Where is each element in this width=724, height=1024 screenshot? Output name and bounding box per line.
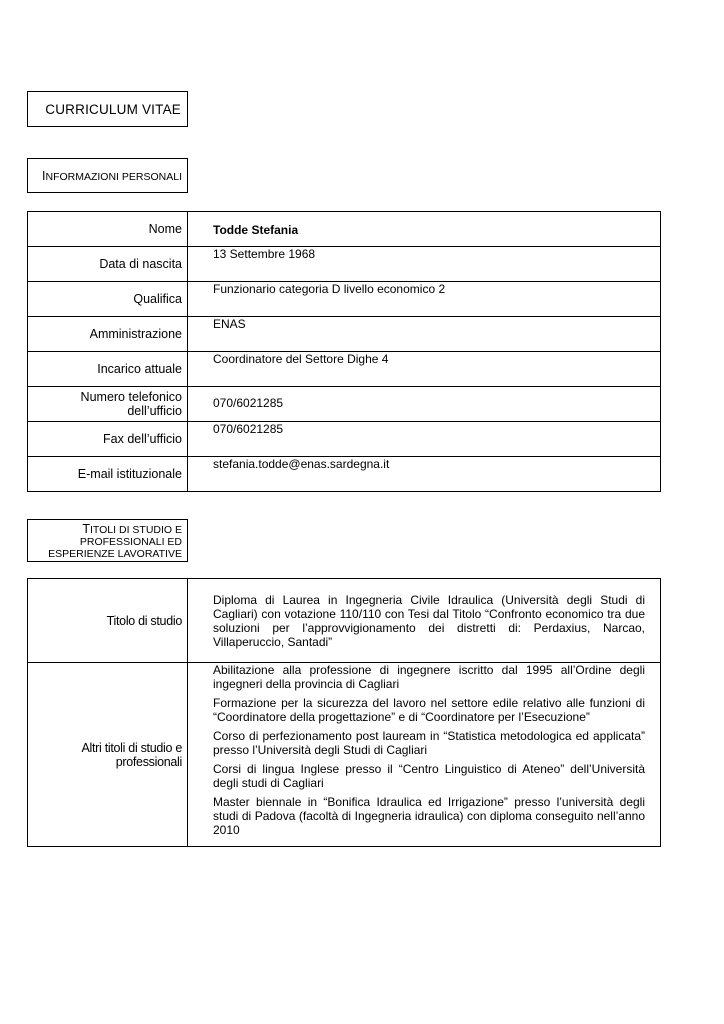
table-row (28, 247, 661, 282)
section-heading-studies-line2: PROFESSIONALI ED (79, 536, 182, 548)
field-value-altri-titoli (188, 663, 661, 847)
field-value-email: stefania.todde@enas.sardegna.it (188, 457, 661, 492)
studies-table (27, 578, 661, 847)
section-heading-studies-line1-rest: ITOLI DI STUDIO E (90, 524, 182, 536)
section-heading-studies-initial: T (82, 522, 90, 536)
field-value-qualifica: Funzionario categoria D livello economico 2 (188, 282, 661, 317)
field-label-fax: Fax dell’ufficio (28, 422, 188, 457)
field-label-data-nascita: Data di nascita (28, 247, 188, 282)
field-label-titolo-studio: Titolo di studio (28, 579, 188, 663)
field-value-telefono: 070/6021285 (188, 387, 661, 422)
list-item: Corsi di lingua Inglese presso il “Centro Linguistico di Ateneo” dell’Università degli studi di Cagliari (213, 762, 645, 790)
document-title (27, 91, 188, 127)
field-value-titolo-studio: Diploma di Laurea in Ingegneria Civile Idraulica (Università degli Studi di Cagliari) con votazione 110/110 con Tesi dal Titolo “Confronto economico tra due soluzioni per l’approvvigionamento dei distretti di: Perdaxius, Narcao, Villaperuccio, Santadi” (188, 579, 661, 663)
field-value-incarico: Coordinatore del Settore Dighe 4 (188, 352, 661, 387)
table-row (28, 352, 661, 387)
section-heading-studies (27, 519, 188, 562)
field-label-email: E-mail istituzionale (28, 457, 188, 492)
field-label-qualifica: Qualifica (28, 282, 188, 317)
section-heading-studies-line3: ESPERIENZE LAVORATIVE (48, 548, 182, 560)
section-heading-personal-text (42, 170, 182, 183)
list-item: Corso di perfezionamento post lauream in “Statistica metodologica ed applicata” presso l’Università degli Studi di Cagliari (213, 729, 645, 757)
table-row (28, 663, 661, 847)
field-label-altri-titoli: Altri titoli di studio e professionali (28, 663, 188, 847)
list-item: Master biennale in “Bonifica Idraulica ed Irrigazione” presso l’università degli studi di Padova (facoltà di Ingegneria idraulica) con diploma conseguito nell’anno 2010 (213, 795, 645, 837)
table-row (28, 317, 661, 352)
list-item: Abilitazione alla professione di ingegnere iscritto dal 1995 all’Ordine degli ingegneri della provincia di Cagliari (213, 663, 645, 691)
field-label-incarico: Incarico attuale (28, 352, 188, 387)
field-label-nome: Nome (28, 212, 188, 247)
document-title-text: CURRICULUM VITAE (45, 101, 181, 117)
field-value-nome: Todde Stefania (188, 212, 661, 247)
table-row (28, 387, 661, 422)
field-label-telefono: Numero telefonico dell’ufficio (28, 387, 188, 422)
section-heading-studies-line1 (32, 523, 182, 536)
section-heading-personal-rest: NFORMAZIONI PERSONALI (45, 170, 182, 183)
table-row (28, 282, 661, 317)
section-heading-personal-initial: I (42, 168, 46, 183)
personal-info-table (27, 211, 661, 492)
table-row (28, 212, 661, 247)
table-row (28, 457, 661, 492)
field-value-data-nascita: 13 Settembre 1968 (188, 247, 661, 282)
list-item: Formazione per la sicurezza del lavoro nel settore edile relativo alle funzioni di “Coordinatore della progettazione” e di “Coordinatore per l’Esecuzione” (213, 696, 645, 724)
section-heading-personal (27, 158, 188, 193)
table-row (28, 579, 661, 663)
field-label-amministrazione: Amministrazione (28, 317, 188, 352)
field-value-fax: 070/6021285 (188, 422, 661, 457)
table-row (28, 422, 661, 457)
field-value-amministrazione: ENAS (188, 317, 661, 352)
